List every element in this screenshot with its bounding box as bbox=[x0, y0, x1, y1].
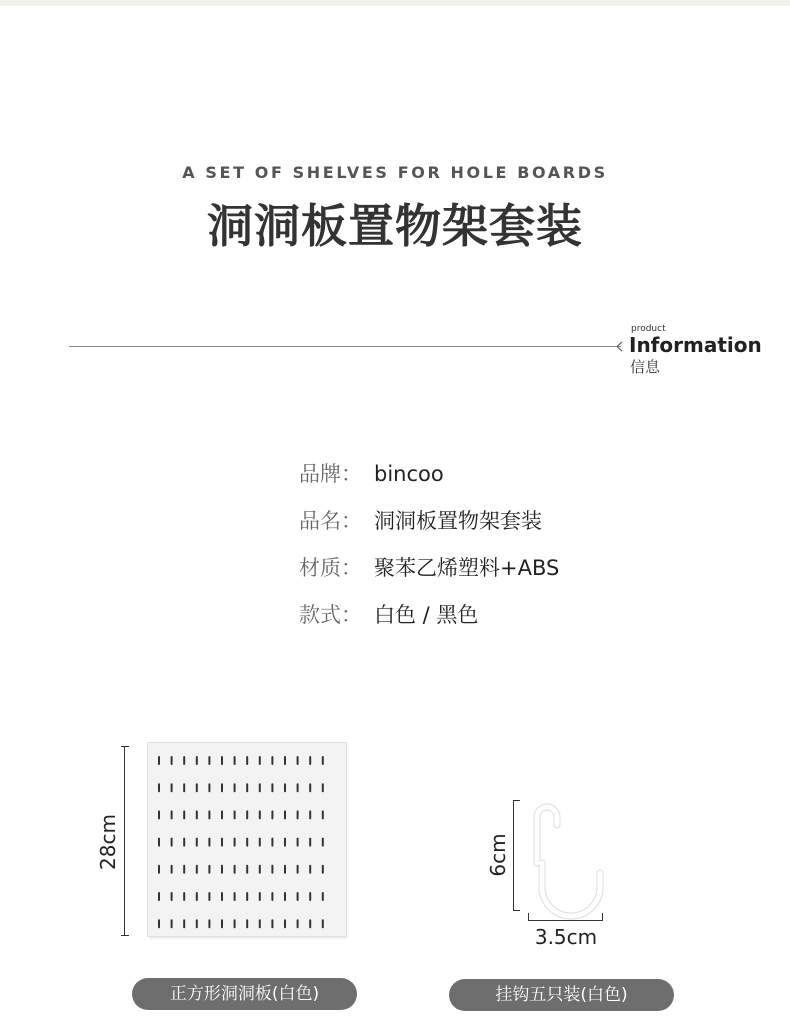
spec-key: 款式： bbox=[299, 603, 362, 627]
peg-hole bbox=[221, 865, 223, 874]
pegboard-holes bbox=[148, 743, 346, 936]
info-small-label: product bbox=[631, 324, 666, 334]
peg-hole bbox=[284, 838, 286, 847]
hook-width-label: 3.5cm bbox=[534, 925, 598, 949]
peg-hole bbox=[297, 783, 299, 792]
peg-hole bbox=[196, 865, 198, 874]
peg-hole bbox=[284, 865, 286, 874]
peg-hole bbox=[183, 892, 185, 901]
board-height-text: 28cm bbox=[96, 814, 120, 870]
info-divider-line bbox=[69, 346, 621, 347]
subtitle-english: A SET OF SHELVES FOR HOLE BOARDS bbox=[182, 163, 608, 182]
spec-row-material bbox=[299, 552, 559, 582]
peg-hole bbox=[158, 865, 160, 874]
peg-hole bbox=[183, 838, 185, 847]
peg-hole bbox=[259, 919, 261, 928]
peg-hole bbox=[297, 865, 299, 874]
peg-hole bbox=[158, 756, 160, 765]
peg-hole bbox=[259, 838, 261, 847]
peg-hole bbox=[284, 892, 286, 901]
peg-hole bbox=[221, 783, 223, 792]
peg-hole bbox=[246, 783, 248, 792]
peg-hole bbox=[309, 783, 311, 792]
peg-hole bbox=[208, 810, 210, 819]
spec-row-style bbox=[299, 599, 478, 629]
peg-hole bbox=[271, 783, 273, 792]
peg-hole bbox=[171, 865, 173, 874]
peg-hole bbox=[284, 810, 286, 819]
peg-hole bbox=[158, 810, 160, 819]
board-height-label bbox=[88, 812, 128, 872]
spec-value: 聚苯乙烯塑料+ABS bbox=[374, 556, 560, 580]
peg-hole bbox=[246, 892, 248, 901]
peg-hole bbox=[183, 865, 185, 874]
peg-hole bbox=[196, 783, 198, 792]
peg-hole bbox=[234, 838, 236, 847]
chevron-left-icon bbox=[614, 341, 625, 352]
spec-value: 白色 / 黑色 bbox=[374, 603, 479, 627]
spec-row-brand bbox=[299, 458, 444, 488]
peg-hole bbox=[183, 810, 185, 819]
peg-hole bbox=[297, 919, 299, 928]
peg-hole bbox=[171, 756, 173, 765]
peg-hole bbox=[158, 838, 160, 847]
peg-hole bbox=[171, 838, 173, 847]
peg-hole bbox=[196, 838, 198, 847]
spec-key: 品名： bbox=[299, 509, 362, 533]
peg-hole bbox=[234, 810, 236, 819]
top-strip bbox=[0, 0, 790, 6]
peg-hole bbox=[196, 756, 198, 765]
peg-hole bbox=[322, 783, 324, 792]
hook-width-dimension bbox=[528, 913, 603, 921]
peg-hole bbox=[171, 810, 173, 819]
peg-hole bbox=[221, 756, 223, 765]
peg-hole bbox=[259, 810, 261, 819]
peg-hole bbox=[183, 783, 185, 792]
peg-hole bbox=[183, 756, 185, 765]
hook-caption-pill: 挂钩五只装(白色) bbox=[449, 979, 674, 1011]
peg-hole bbox=[271, 810, 273, 819]
peg-hole bbox=[322, 865, 324, 874]
peg-hole bbox=[322, 892, 324, 901]
peg-hole bbox=[259, 783, 261, 792]
peg-hole bbox=[259, 756, 261, 765]
peg-hole bbox=[297, 756, 299, 765]
peg-hole bbox=[322, 919, 324, 928]
peg-hole bbox=[271, 892, 273, 901]
peg-hole bbox=[271, 838, 273, 847]
peg-hole bbox=[158, 919, 160, 928]
spec-key: 品牌： bbox=[299, 462, 362, 486]
peg-hole bbox=[271, 756, 273, 765]
peg-hole bbox=[234, 865, 236, 874]
peg-hole bbox=[246, 919, 248, 928]
s-hook-image bbox=[525, 795, 610, 920]
peg-hole bbox=[171, 783, 173, 792]
peg-hole bbox=[158, 783, 160, 792]
peg-hole bbox=[322, 756, 324, 765]
peg-hole bbox=[322, 838, 324, 847]
peg-hole bbox=[246, 756, 248, 765]
peg-hole bbox=[196, 919, 198, 928]
peg-hole bbox=[259, 892, 261, 901]
peg-hole bbox=[234, 892, 236, 901]
peg-hole bbox=[234, 919, 236, 928]
info-cn-label: 信息 bbox=[630, 358, 661, 376]
spec-key: 材质： bbox=[299, 556, 362, 580]
peg-hole bbox=[309, 838, 311, 847]
peg-hole bbox=[309, 919, 311, 928]
peg-hole bbox=[246, 865, 248, 874]
peg-hole bbox=[297, 810, 299, 819]
peg-hole bbox=[246, 810, 248, 819]
peg-hole bbox=[284, 783, 286, 792]
hook-height-text: 6cm bbox=[486, 833, 510, 877]
peg-hole bbox=[208, 838, 210, 847]
pegboard-image bbox=[148, 743, 346, 936]
peg-hole bbox=[309, 810, 311, 819]
spec-row-product-name bbox=[299, 505, 542, 535]
peg-hole bbox=[309, 865, 311, 874]
peg-hole bbox=[297, 892, 299, 901]
page-title: 洞洞板置物架套装 bbox=[207, 199, 583, 253]
peg-hole bbox=[221, 892, 223, 901]
peg-hole bbox=[297, 838, 299, 847]
peg-hole bbox=[171, 919, 173, 928]
peg-hole bbox=[309, 892, 311, 901]
peg-hole bbox=[284, 756, 286, 765]
hook-height-label bbox=[478, 835, 518, 875]
peg-hole bbox=[246, 838, 248, 847]
peg-hole bbox=[234, 756, 236, 765]
peg-hole bbox=[271, 865, 273, 874]
peg-hole bbox=[171, 892, 173, 901]
peg-hole bbox=[196, 892, 198, 901]
peg-hole bbox=[221, 919, 223, 928]
peg-hole bbox=[234, 783, 236, 792]
peg-hole bbox=[208, 756, 210, 765]
info-big-label: Information bbox=[629, 333, 762, 357]
peg-hole bbox=[221, 838, 223, 847]
peg-hole bbox=[196, 810, 198, 819]
peg-hole bbox=[208, 892, 210, 901]
peg-hole bbox=[221, 810, 223, 819]
spec-value: bincoo bbox=[374, 462, 444, 486]
peg-hole bbox=[259, 865, 261, 874]
peg-hole bbox=[158, 892, 160, 901]
spec-value: 洞洞板置物架套装 bbox=[374, 509, 542, 533]
peg-hole bbox=[284, 919, 286, 928]
peg-hole bbox=[208, 919, 210, 928]
peg-hole bbox=[271, 919, 273, 928]
peg-hole bbox=[208, 783, 210, 792]
peg-hole bbox=[309, 756, 311, 765]
peg-hole bbox=[322, 810, 324, 819]
peg-hole bbox=[208, 865, 210, 874]
board-caption-pill: 正方形洞洞板(白色) bbox=[132, 978, 357, 1010]
peg-hole bbox=[183, 919, 185, 928]
